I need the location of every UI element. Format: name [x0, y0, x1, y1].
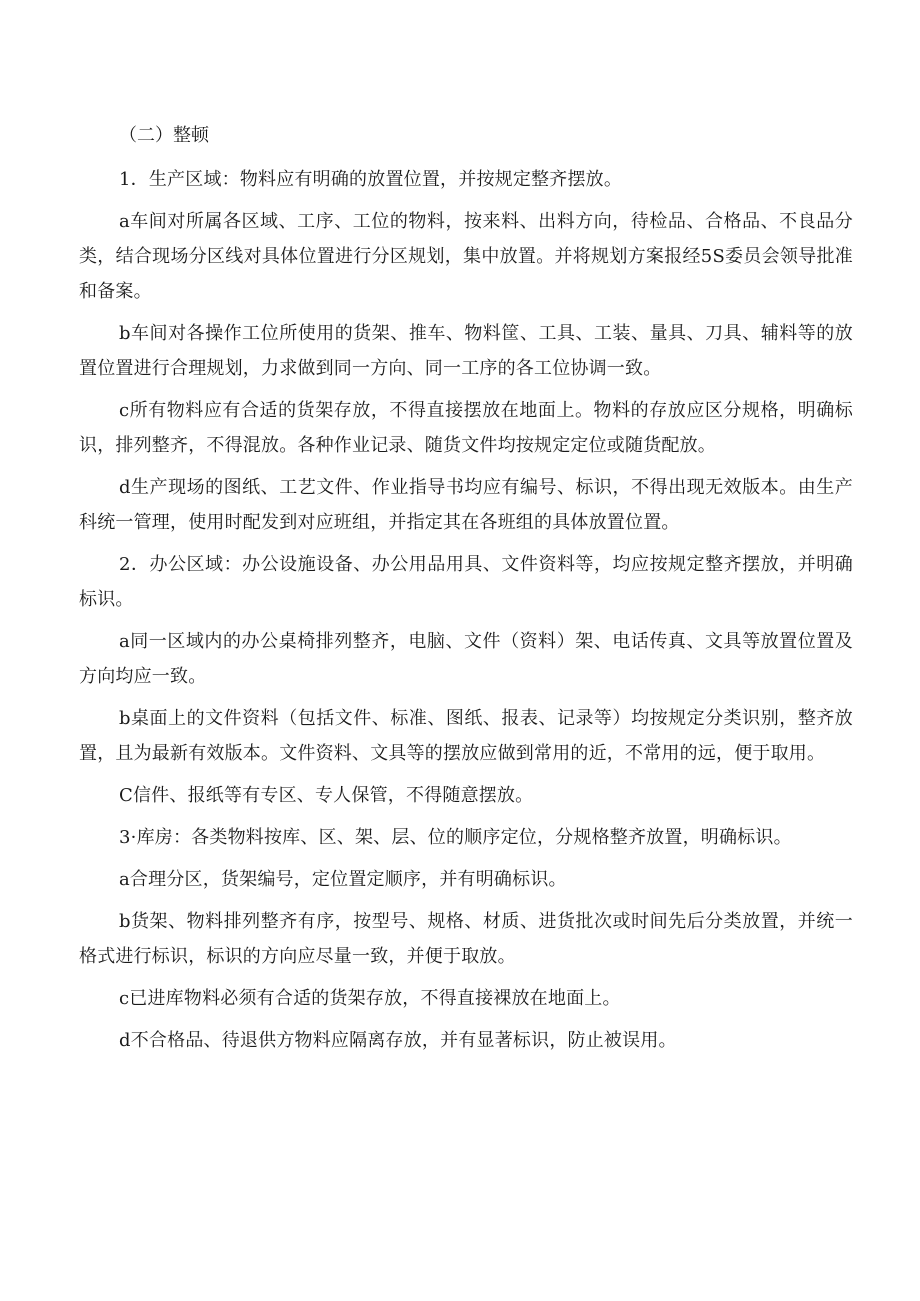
document-page — [79, 118, 853, 1065]
paragraph-office-area: 2．办公区域：办公设施设备、办公用品用具、文件资料等，均应按规定整齐摆放，并明确标识。 — [79, 554, 853, 610]
paragraph-office-a: a同一区域内的办公桌椅排列整齐，电脑、文件（资料）架、电话传真、文具等放置位置及方向均应一致。 — [79, 631, 853, 687]
paragraph-warehouse-c: c已进库物料必须有合适的货架存放，不得直接裸放在地面上。 — [119, 988, 621, 1009]
paragraph-office-c: C信件、报纸等有专区、专人保管，不得随意摆放。 — [119, 785, 534, 806]
paragraph-production-c: c所有物料应有合适的货架存放，不得直接摆放在地面上。物料的存放应区分规格，明确标识，排列整齐，不得混放。各种作业记录、随货文件均按规定定位或随货配放。 — [79, 400, 853, 456]
paragraph-production-d: d生产现场的图纸、工艺文件、作业指导书均应有编号、标识，不得出现无效版本。由生产科统一管理，使用时配发到对应班组，并指定其在各班组的具体放置位置。 — [79, 477, 853, 533]
paragraph-warehouse: 3·库房：各类物料按库、区、架、层、位的顺序定位，分规格整齐放置，明确标识。 — [119, 827, 792, 848]
paragraph-warehouse-d: d不合格品、待退供方物料应隔离存放，并有显著标识，防止被误用。 — [119, 1030, 677, 1051]
paragraph-office-b: b桌面上的文件资料（包括文件、标准、图纸、报表、记录等）均按规定分类识别，整齐放置，且为最新有效版本。文件资料、文具等的摆放应做到常用的近，不常用的远，便于取用。 — [79, 708, 853, 764]
paragraph-warehouse-b: b货架、物料排列整齐有序，按型号、规格、材质、进货批次或时间先后分类放置，并统一格式进行标识，标识的方向应尽量一致，并便于取放。 — [79, 911, 853, 967]
section-heading: （二）整顿 — [119, 125, 209, 146]
paragraph-production-area: 1．生产区域：物料应有明确的放置位置，并按规定整齐摆放。 — [119, 169, 623, 190]
paragraph-warehouse-a: a合理分区，货架编号，定位置定顺序，并有明确标识。 — [119, 869, 567, 890]
paragraph-production-a: a车间对所属各区域、工序、工位的物料，按来料、出料方向，待检品、合格品、不良品分类，结合现场分区线对具体位置进行分区规划，集中放置。并将规划方案报经5S委员会领导批准和备案。 — [79, 211, 853, 302]
paragraph-production-b: b车间对各操作工位所使用的货架、推车、物料筐、工具、工装、量具、刀具、辅料等的放置位置进行合理规划，力求做到同一方向、同一工序的各工位协调一致。 — [79, 323, 853, 379]
